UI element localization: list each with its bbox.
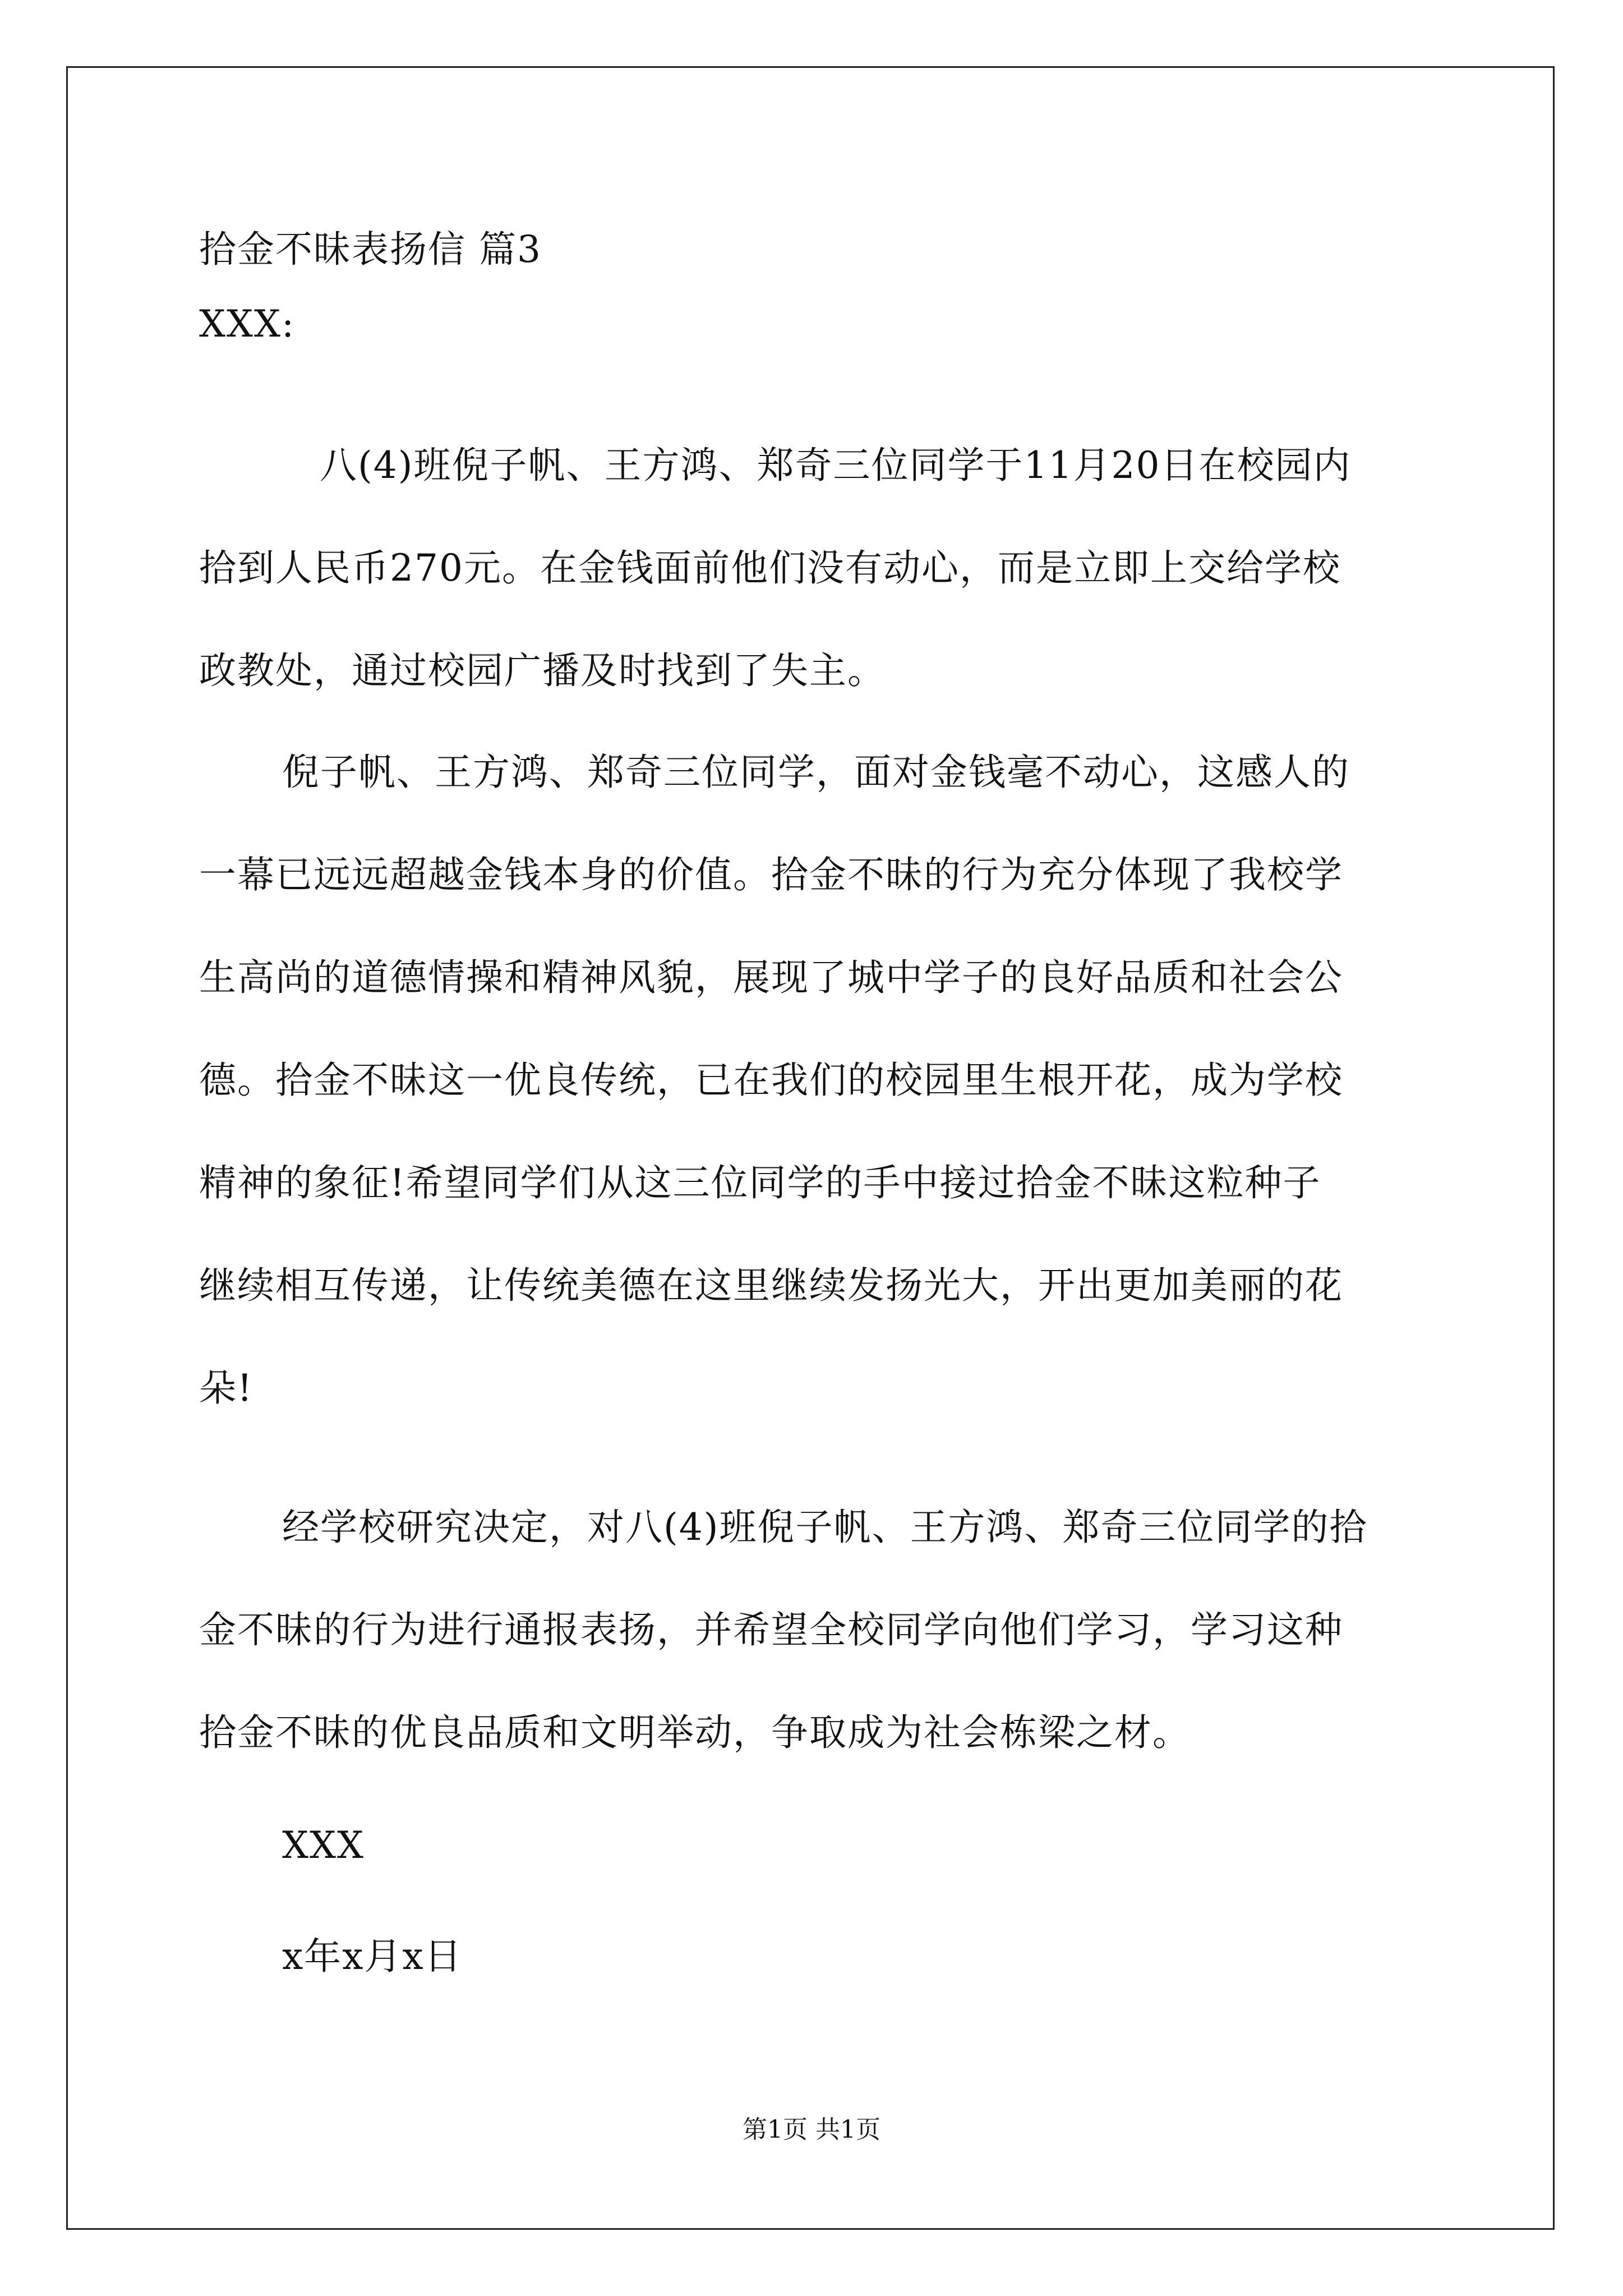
paragraph-line: 政教处，通过校园广播及时找到了失主。 — [199, 649, 886, 692]
paragraph-line: 八(4)班倪子帆、王方鸿、郑奇三位同学于11月20日在校园内 — [320, 444, 1352, 487]
paragraph-line: 拾到人民币270元。在金钱面前他们没有动心，而是立即上交给学校 — [199, 546, 1341, 590]
salutation: XXX: — [199, 302, 296, 346]
date: x年x月x日 — [282, 1935, 463, 1978]
paragraph-line: 继续相互传递，让传统美德在这里继续发扬光大，开出更加美丽的花 — [199, 1264, 1343, 1307]
paragraph-line: 经学校研究决定，对八(4)班倪子帆、王方鸿、郑奇三位同学的拾 — [282, 1506, 1368, 1549]
signature: XXX — [282, 1824, 365, 1867]
document-title: 拾金不昧表扬信 篇3 — [199, 228, 542, 271]
paragraph-line: 一幕已远远超越金钱本身的价值。拾金不昧的行为充分体现了我校学 — [199, 853, 1343, 896]
paragraph-line: 生高尚的道德情操和精神风貌，展现了城中学子的良好品质和社会公 — [199, 956, 1343, 999]
paragraph-line: 拾金不昧的优良品质和文明举动，争取成为社会栋梁之材。 — [199, 1711, 1191, 1754]
page-footer: 第1页 共1页 — [743, 2115, 880, 2144]
paragraph-line: 朵! — [199, 1366, 253, 1410]
paragraph-line: 金不昧的行为进行通报表扬，并希望全校同学向他们学习，学习这种 — [199, 1608, 1343, 1651]
paragraph-line: 德。拾金不昧这一优良传统，已在我们的校园里生根开花，成为学校 — [199, 1059, 1343, 1102]
paragraph-line: 精神的象征!希望同学们从这三位同学的手中接过拾金不昧这粒种子 — [199, 1161, 1321, 1204]
page-border — [66, 66, 1555, 2230]
paragraph-line: 倪子帆、王方鸿、郑奇三位同学，面对金钱毫不动心，这感人的 — [282, 751, 1350, 794]
